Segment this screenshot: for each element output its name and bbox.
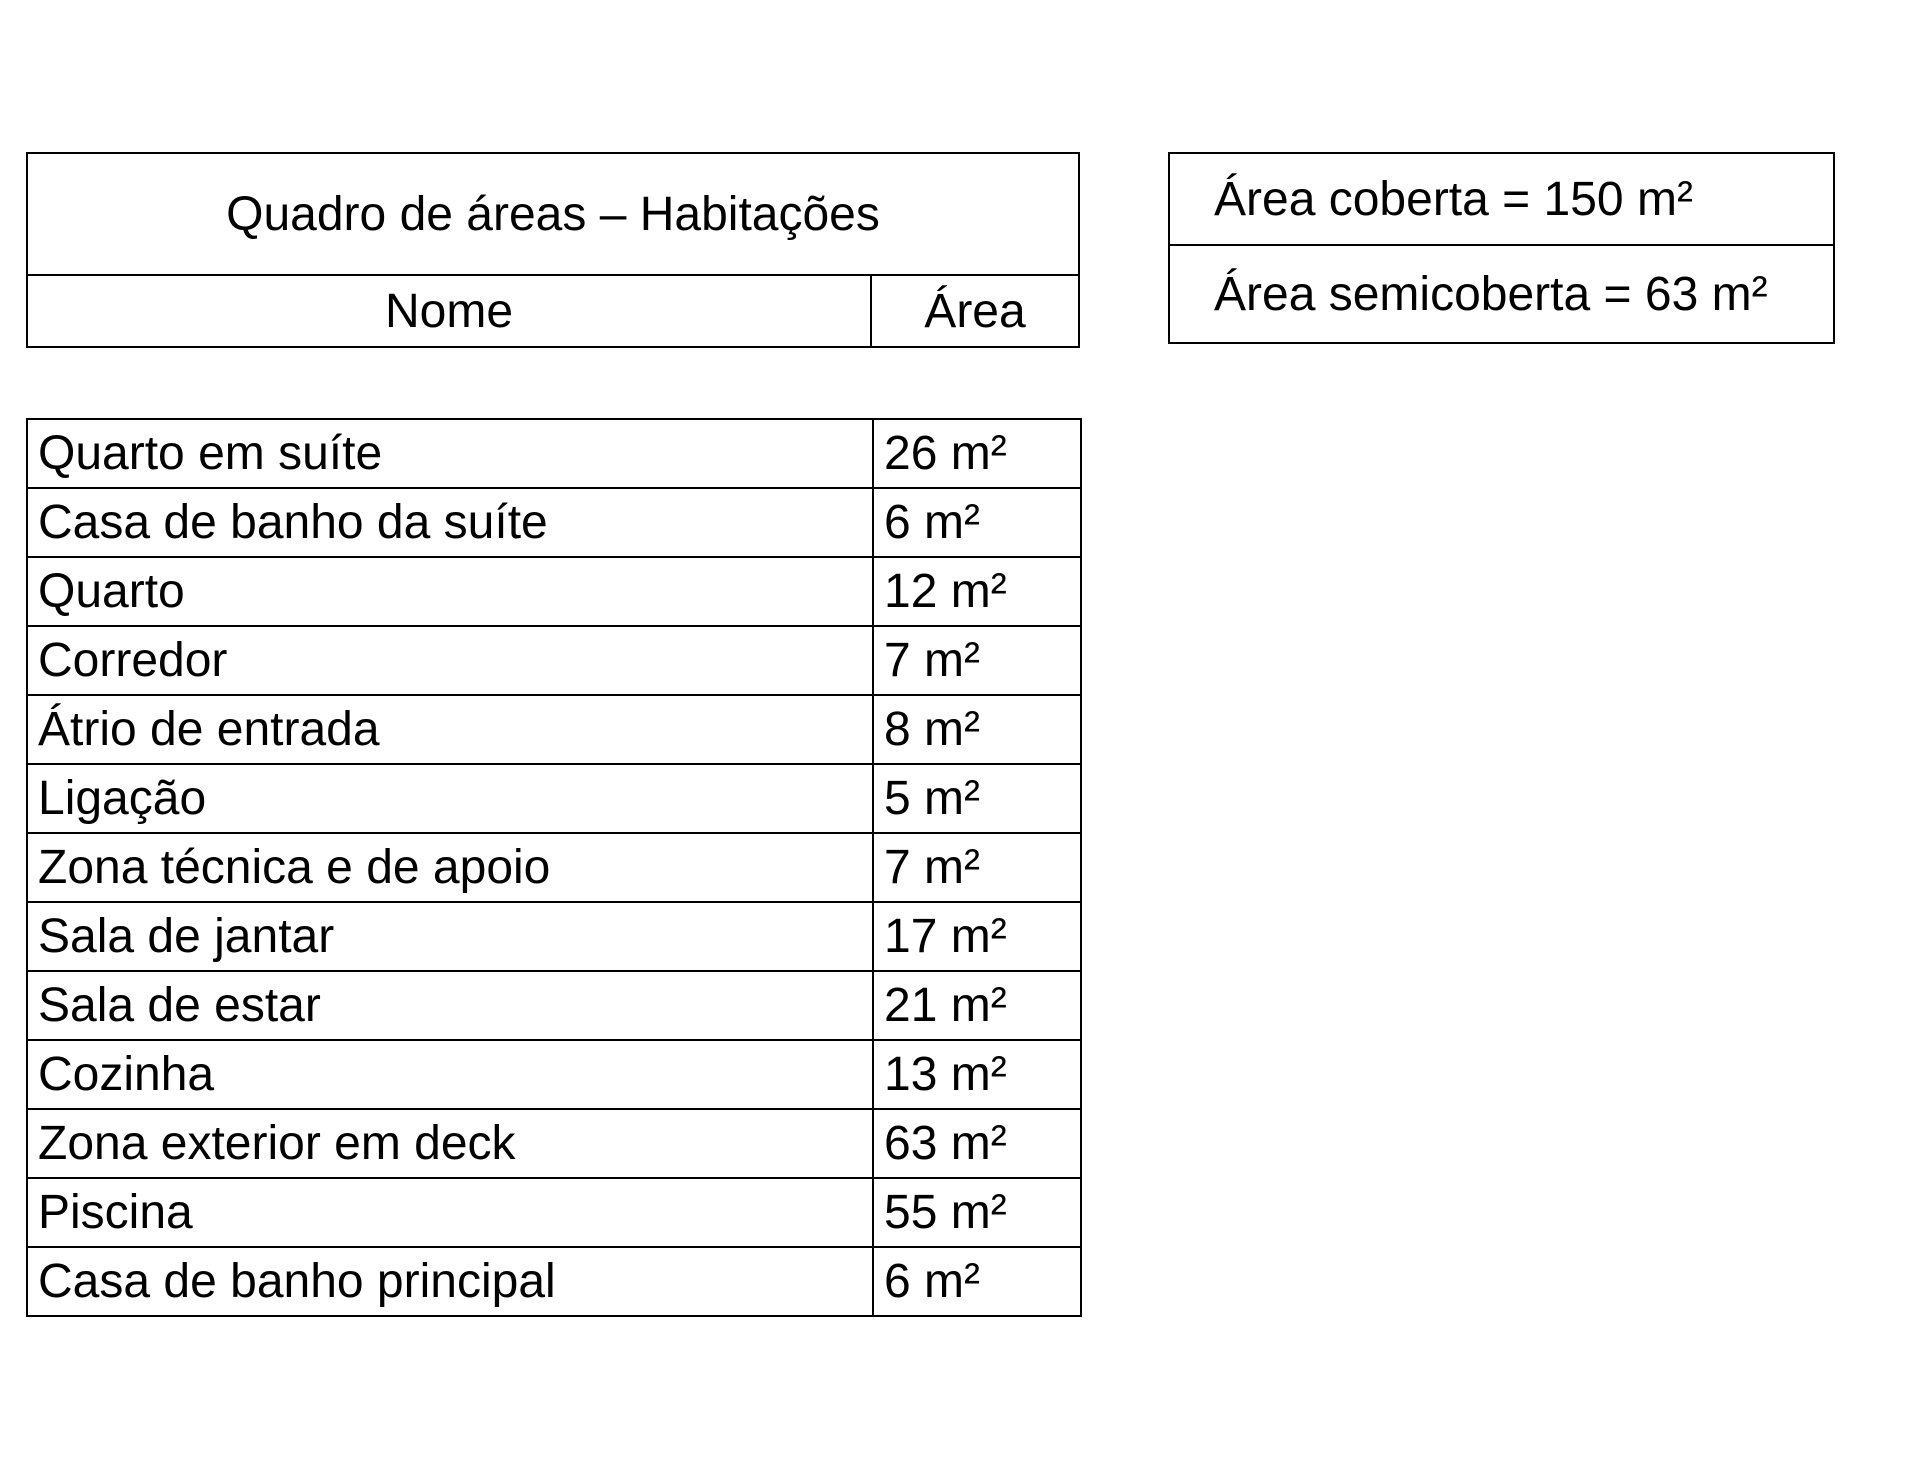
room-name-cell: Zona técnica e de apoio — [27, 833, 873, 902]
room-name-cell: Átrio de entrada — [27, 695, 873, 764]
room-area-cell: 13 m² — [873, 1040, 1081, 1109]
table-row — [27, 626, 1081, 695]
table-row — [27, 764, 1081, 833]
room-area-cell: 7 m² — [873, 833, 1081, 902]
table-row — [27, 833, 1081, 902]
area-summary-box — [1168, 152, 1835, 344]
room-name-cell: Cozinha — [27, 1040, 873, 1109]
room-name-cell: Casa de banho principal — [27, 1247, 873, 1316]
column-headers — [28, 276, 1078, 346]
table-row — [27, 1040, 1081, 1109]
room-area-cell: 55 m² — [873, 1178, 1081, 1247]
rooms-table-body — [27, 419, 1081, 1316]
room-area-cell: 63 m² — [873, 1109, 1081, 1178]
room-name-cell: Piscina — [27, 1178, 873, 1247]
table-row — [27, 695, 1081, 764]
semicovered-area-total: Área semicoberta = 63 m² — [1214, 267, 1768, 321]
column-header-area: Área — [924, 284, 1026, 338]
room-area-cell: 6 m² — [873, 1247, 1081, 1316]
room-name-cell: Corredor — [27, 626, 873, 695]
room-name-cell: Quarto — [27, 557, 873, 626]
table-row — [27, 1109, 1081, 1178]
room-name-cell: Sala de jantar — [27, 902, 873, 971]
room-name-cell: Sala de estar — [27, 971, 873, 1040]
room-area-cell: 8 m² — [873, 695, 1081, 764]
table-row — [27, 419, 1081, 488]
table-row — [27, 1247, 1081, 1316]
room-area-cell: 21 m² — [873, 971, 1081, 1040]
room-name-cell: Casa de banho da suíte — [27, 488, 873, 557]
table-row — [27, 971, 1081, 1040]
room-area-cell: 26 m² — [873, 419, 1081, 488]
room-name-cell: Ligação — [27, 764, 873, 833]
table-row — [27, 488, 1081, 557]
room-area-cell: 6 m² — [873, 488, 1081, 557]
room-area-cell: 17 m² — [873, 902, 1081, 971]
table-row — [27, 557, 1081, 626]
column-header-name: Nome — [28, 276, 872, 346]
rooms-area-table — [26, 418, 1082, 1317]
room-area-cell: 7 m² — [873, 626, 1081, 695]
areas-header-box — [26, 152, 1080, 348]
room-area-cell: 5 m² — [873, 764, 1081, 833]
table-title: Quadro de áreas – Habitações — [28, 154, 1078, 276]
room-area-cell: 12 m² — [873, 557, 1081, 626]
covered-area-total: Área coberta = 150 m² — [1170, 154, 1833, 246]
table-row — [27, 902, 1081, 971]
room-name-cell: Zona exterior em deck — [27, 1109, 873, 1178]
room-name-cell: Quarto em suíte — [27, 419, 873, 488]
table-row — [27, 1178, 1081, 1247]
